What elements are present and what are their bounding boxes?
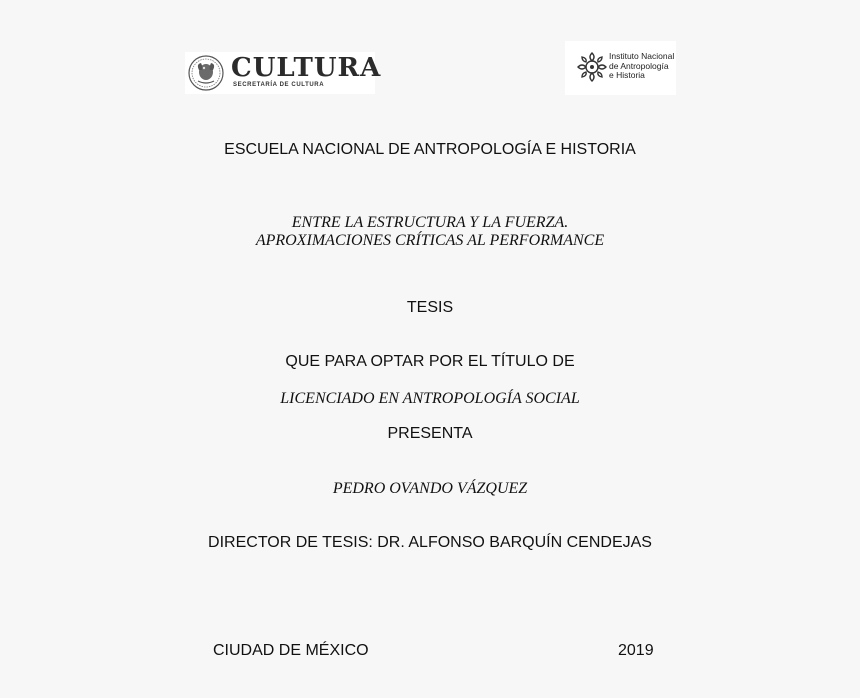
inah-name-line-2: de Antropología xyxy=(609,60,669,71)
cultura-subtitle: SECRETARÍA DE CULTURA xyxy=(233,82,325,88)
degree-purpose: QUE PARA OPTAR POR EL TÍTULO DE xyxy=(285,353,575,370)
year: 2019 xyxy=(618,642,654,659)
institution-name: ESCUELA NACIONAL DE ANTROPOLOGÍA E HISTORIA xyxy=(224,141,636,158)
thesis-title-line-2: APROXIMACIONES CRÍTICAS AL PERFORMANCE xyxy=(255,232,605,249)
inah-name-line-3: e Historia xyxy=(609,70,645,80)
inah-name xyxy=(609,52,674,81)
mexican-coat-of-arms-icon xyxy=(187,54,225,92)
city: CIUDAD DE MÉXICO xyxy=(213,642,369,659)
presents-label: PRESENTA xyxy=(387,425,473,442)
inah-name-line-1: Instituto Nacional xyxy=(609,51,675,61)
inah-logo xyxy=(565,41,676,95)
degree-name: LICENCIADO EN ANTROPOLOGÍA SOCIAL xyxy=(280,390,580,407)
cultura-wordmark: CULTURA xyxy=(231,53,382,83)
inah-emblem-icon xyxy=(575,50,609,84)
document-type: TESIS xyxy=(406,299,454,316)
cultura-logo xyxy=(185,52,382,94)
author-name: PEDRO OVANDO VÁZQUEZ xyxy=(332,480,528,497)
thesis-title-line-1: ENTRE LA ESTRUCTURA Y LA FUERZA. xyxy=(291,214,569,231)
thesis-director: DIRECTOR DE TESIS: DR. ALFONSO BARQUÍN CENDEJAS xyxy=(208,534,652,551)
